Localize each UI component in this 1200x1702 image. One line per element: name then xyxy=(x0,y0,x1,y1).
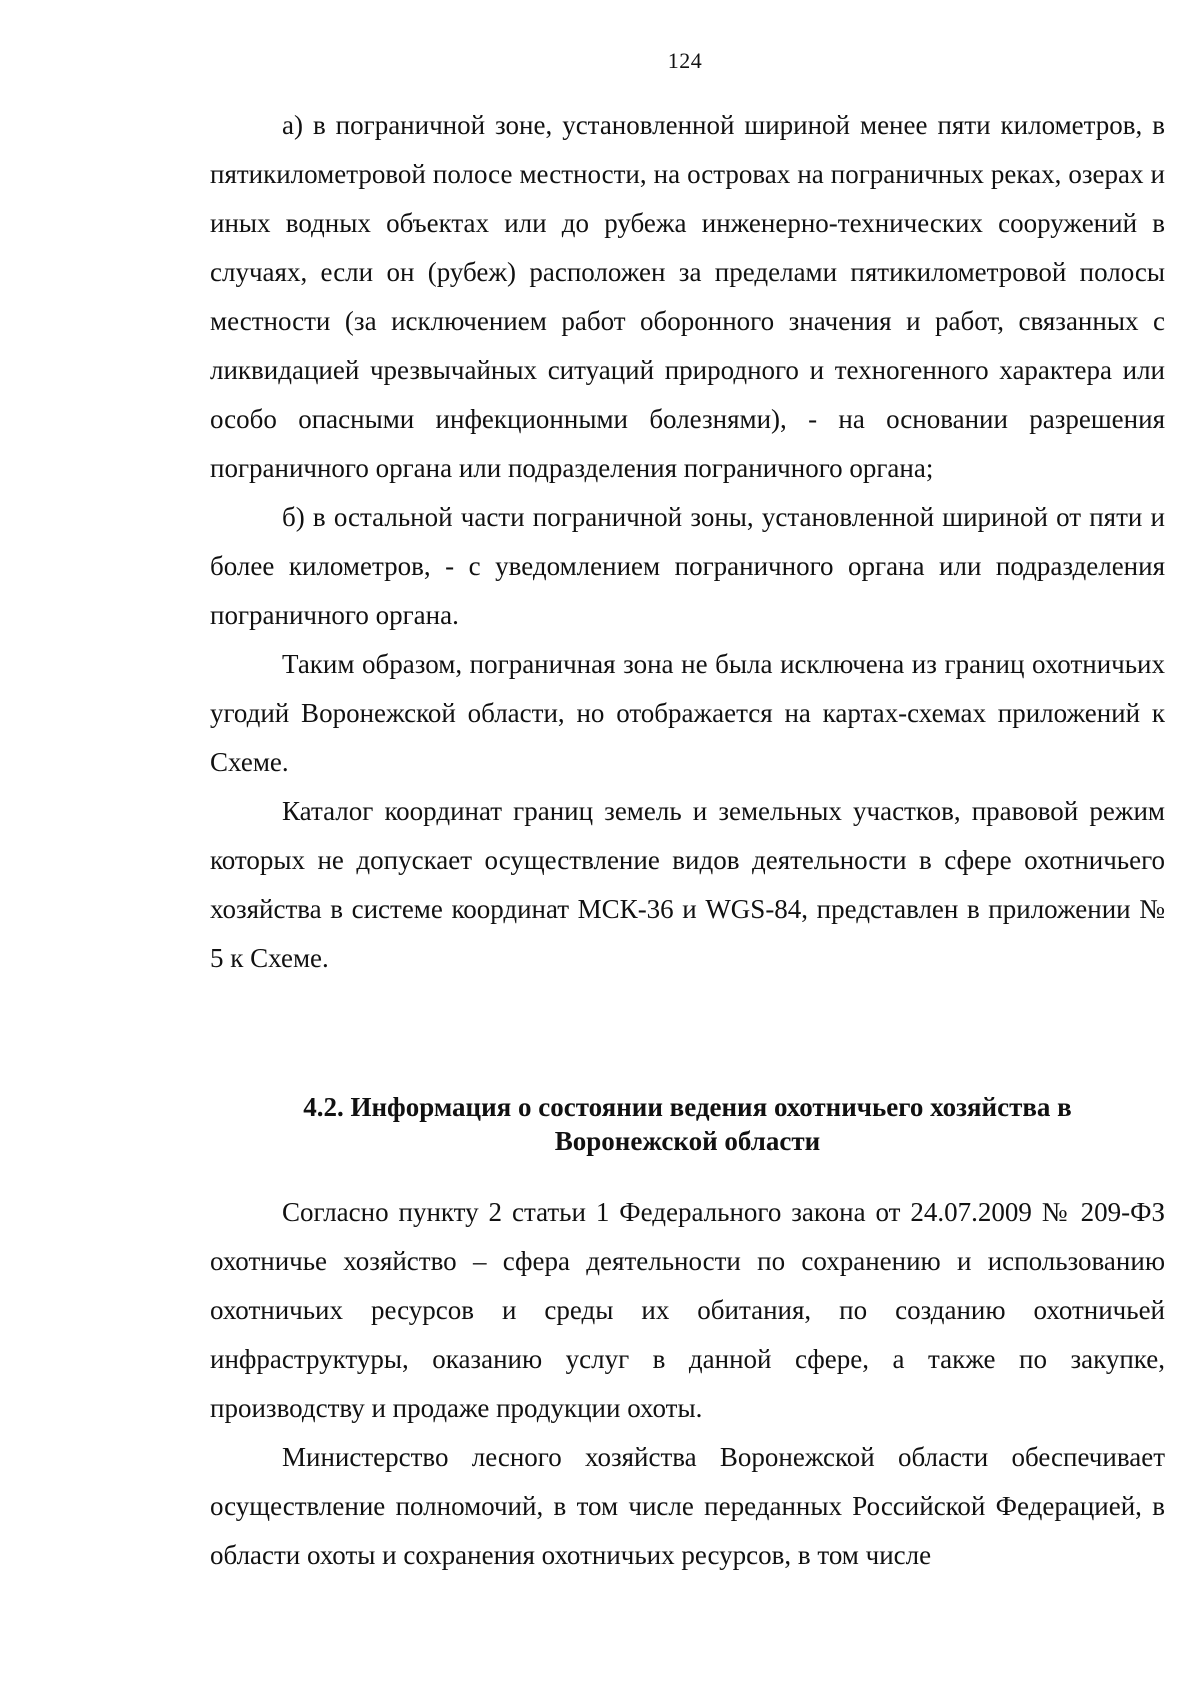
section-heading-line-1: 4.2. Информация о состоянии ведения охотничьего хозяйства в xyxy=(303,1092,1072,1122)
paragraph-hunting-definition: Согласно пункту 2 статьи 1 Федерального закона от 24.07.2009 № 209-ФЗ охотничье хозяйство – сфера деятельности по сохранению и использованию охотничьих ресурсов и среды их обитания, по созданию охотничьей инфраструктуры, оказанию услуг в данной сфере, а также по закупке, производству и продаже продукции охоты. xyxy=(210,1197,1165,1423)
body-text-bottom xyxy=(210,1188,1165,1580)
paragraph-conclusion: Таким образом, пограничная зона не была исключена из границ охотничьих угодий Воронежской области, но отображается на картах-схемах приложений к Схеме. xyxy=(210,649,1165,777)
paragraph-coordinates-catalog: Каталог координат границ земель и земельных участков, правовой режим которых не допускает осуществление видов деятельности в сфере охотничьего хозяйства в системе координат МСК-36 и WGS-84, представлен в приложении № 5 к Схеме. xyxy=(210,796,1165,973)
body-text-top xyxy=(210,101,1165,983)
paragraph-border-zone-b: б) в остальной части пограничной зоны, установленной шириной от пяти и более километров, - с уведомлением пограничного органа или подразделения пограничного органа. xyxy=(210,502,1165,630)
paragraph-ministry: Министерство лесного хозяйства Воронежской области обеспечивает осуществление полномочий, в том числе переданных Российской Федерацией, в области охоты и сохранения охотничьих ресурсов, в том числе xyxy=(210,1442,1165,1570)
page-number: 124 xyxy=(667,48,703,73)
section-heading xyxy=(210,1090,1165,1158)
paragraph-border-zone-a: а) в пограничной зоне, установленной шириной менее пяти километров, в пятикилометровой полосе местности, на островах на пограничных реках, озерах и иных водных объектах или до рубежа инженерно-технических сооружений в случаях, если он (рубеж) расположен за пределами пятикилометровой полосы местности (за исключением работ оборонного значения и работ, связанных с ликвидацией чрезвычайных ситуаций природного и техногенного характера или особо опасными инфекционными болезнями), - на основании разрешения пограничного органа или подразделения пограничного органа; xyxy=(210,110,1165,483)
section-heading-line-2: Воронежской области xyxy=(554,1126,821,1156)
